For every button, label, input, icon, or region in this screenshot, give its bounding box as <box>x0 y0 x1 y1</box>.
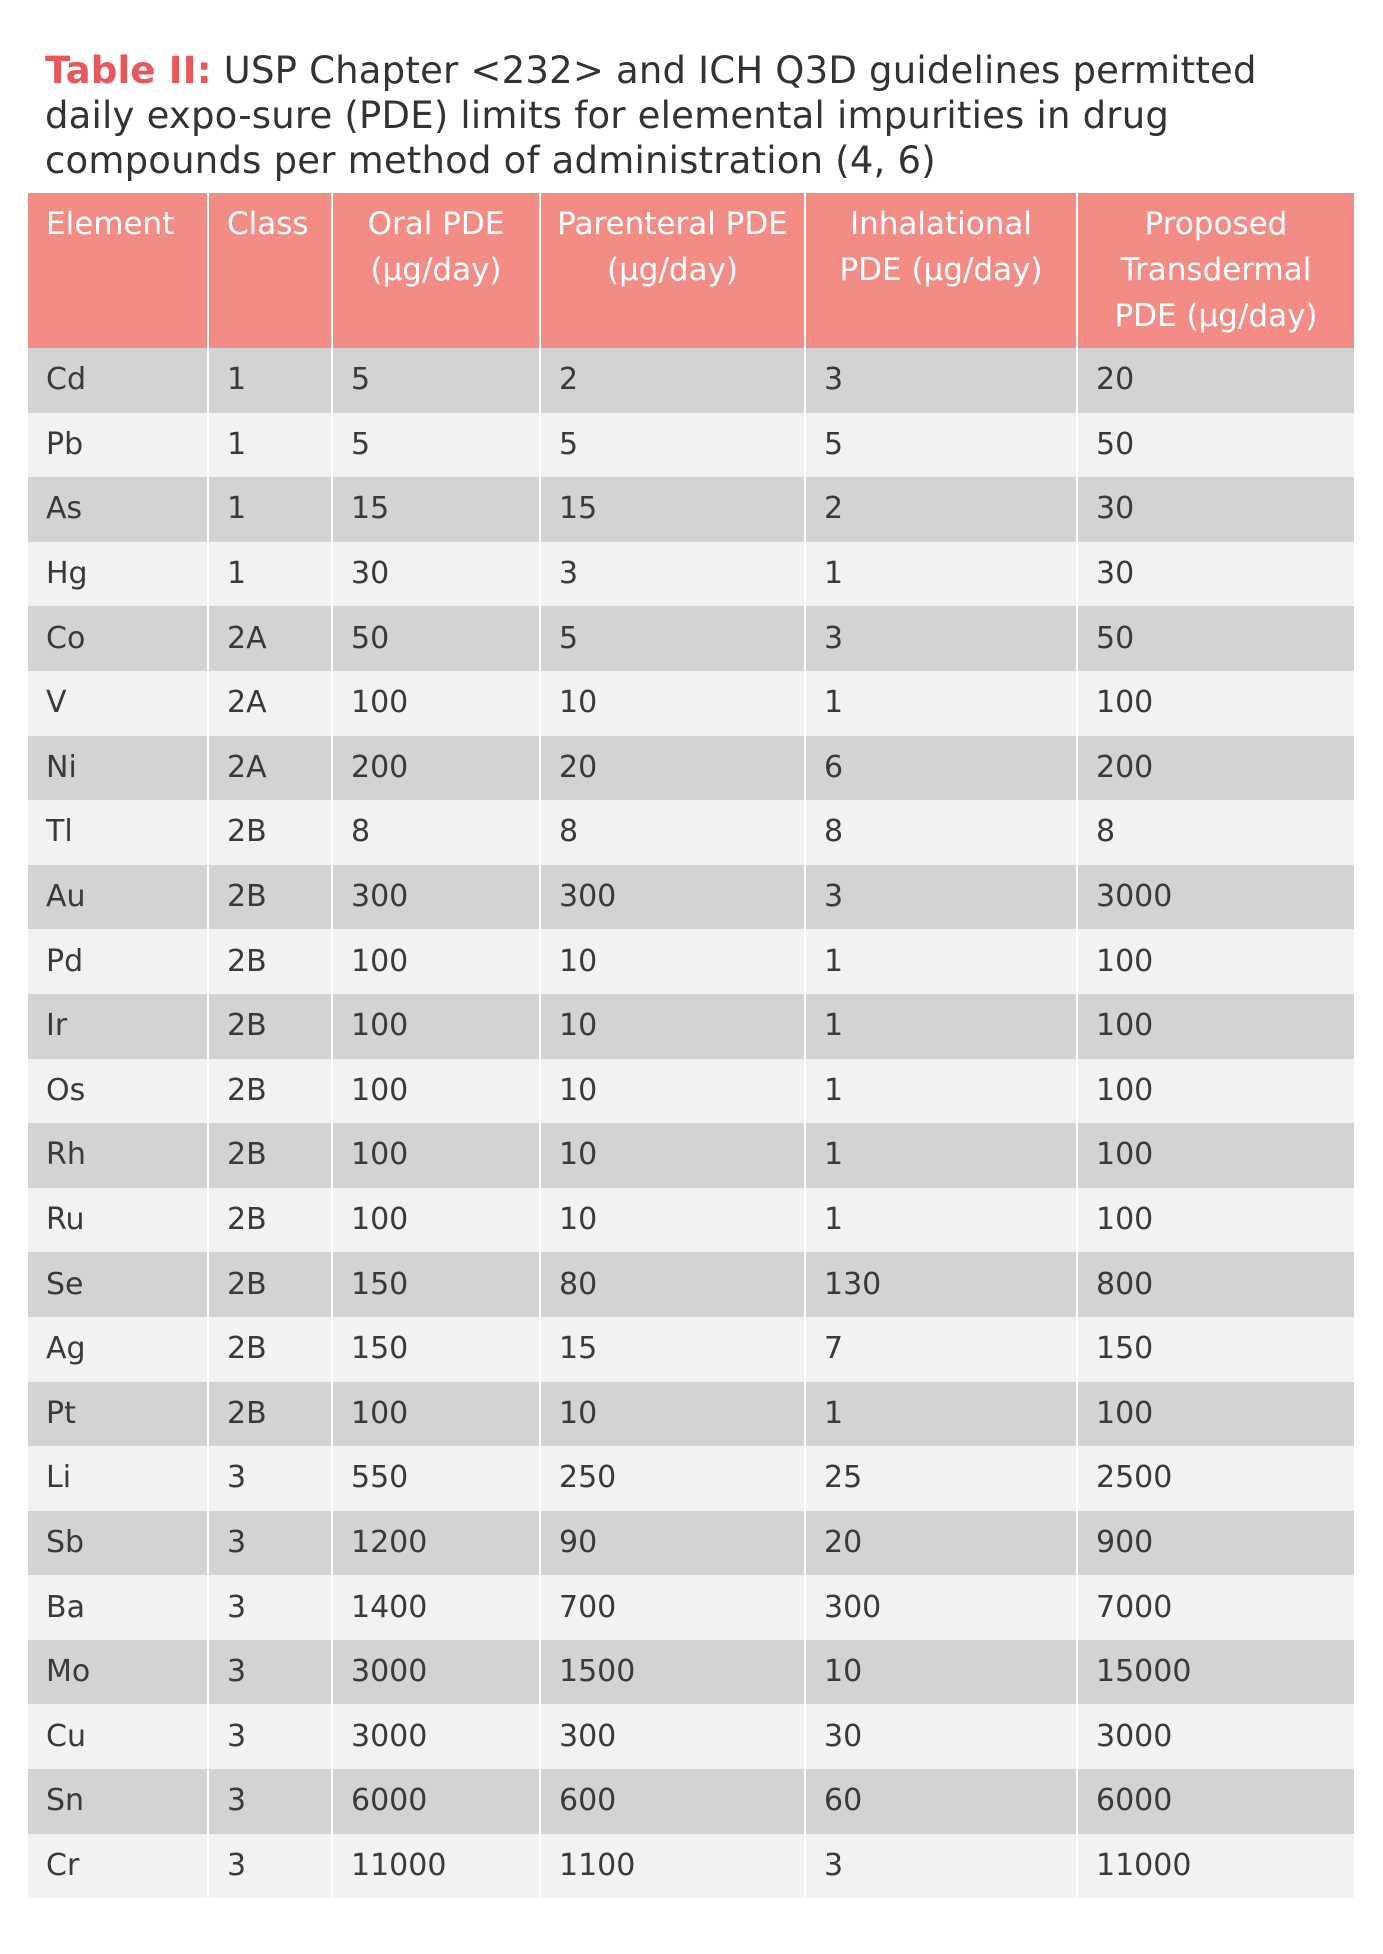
header-class: Class <box>208 193 332 348</box>
cell-parenteral-pde: 10 <box>540 1188 805 1253</box>
cell-class: 2B <box>208 994 332 1059</box>
cell-element: Se <box>28 1252 208 1317</box>
cell-class: 2B <box>208 865 332 930</box>
cell-inhalational-pde: 7 <box>805 1317 1077 1382</box>
header-row <box>28 193 1354 348</box>
cell-element: Cd <box>28 348 208 413</box>
table-row <box>28 1446 1354 1511</box>
table-title: USP Chapter <232> and ICH Q3D guidelines permitted daily expo-sure (PDE) limits for elemental impurities in drug compounds per method of administration (4, 6) <box>45 49 1257 182</box>
cell-transdermal-pde: 2500 <box>1096 1460 1173 1496</box>
cell-inhalational-pde: 1 <box>805 1188 1077 1253</box>
cell-class: 2B <box>208 1317 332 1382</box>
cell-parenteral-pde: 5 <box>540 606 805 671</box>
cell-oral-pde: 5 <box>332 348 540 413</box>
cell-class: 3 <box>208 1446 332 1511</box>
cell-oral-pde: 200 <box>332 736 540 801</box>
cell-oral-pde: 15 <box>332 477 540 542</box>
table-row <box>28 1769 1354 1834</box>
pde-table <box>28 193 1354 1898</box>
cell-element: Pb <box>28 413 208 478</box>
cell-parenteral-pde: 10 <box>540 929 805 994</box>
cell-class: 2B <box>208 1252 332 1317</box>
cell-parenteral-pde: 10 <box>540 1059 805 1124</box>
cell-element: Pd <box>28 929 208 994</box>
cell-inhalational-pde: 130 <box>805 1252 1077 1317</box>
cell-transdermal-pde: 30 <box>1096 491 1135 527</box>
table-row <box>28 671 1354 736</box>
cell-oral-pde: 100 <box>332 1123 540 1188</box>
cell-transdermal-pde: 15000 <box>1096 1654 1192 1690</box>
cell-element: Li <box>28 1446 208 1511</box>
cell-inhalational-pde: 1 <box>805 994 1077 1059</box>
cell-class: 2B <box>208 1059 332 1124</box>
cell-oral-pde: 1200 <box>332 1511 540 1576</box>
cell-oral-pde: 100 <box>332 1382 540 1447</box>
cell-class: 3 <box>208 1704 332 1769</box>
cell-class: 1 <box>208 348 332 413</box>
cell-inhalational-pde: 1 <box>805 1059 1077 1124</box>
cell-transdermal-pde: 100 <box>1096 1202 1154 1238</box>
cell-class: 2A <box>208 606 332 671</box>
cell-class: 3 <box>208 1834 332 1899</box>
cell-inhalational-pde: 25 <box>805 1446 1077 1511</box>
cell-class: 2B <box>208 929 332 994</box>
cell-element: Ru <box>28 1188 208 1253</box>
table-row <box>28 1123 1354 1188</box>
cell-parenteral-pde: 3 <box>540 542 805 607</box>
cell-oral-pde: 6000 <box>332 1769 540 1834</box>
table-body <box>28 348 1354 1898</box>
cell-element: Ag <box>28 1317 208 1382</box>
table-row <box>28 1382 1354 1447</box>
cell-inhalational-pde: 2 <box>805 477 1077 542</box>
cell-class: 1 <box>208 477 332 542</box>
cell-class: 2B <box>208 1382 332 1447</box>
cell-oral-pde: 100 <box>332 671 540 736</box>
table-label: Table II: <box>45 49 212 92</box>
cell-oral-pde: 150 <box>332 1317 540 1382</box>
cell-inhalational-pde: 3 <box>805 348 1077 413</box>
cell-parenteral-pde: 10 <box>540 1382 805 1447</box>
cell-oral-pde: 30 <box>332 542 540 607</box>
cell-inhalational-pde: 3 <box>805 606 1077 671</box>
header-element: Element <box>28 193 208 348</box>
cell-transdermal-pde: 8 <box>1096 814 1116 850</box>
cell-transdermal-pde: 20 <box>1096 362 1135 398</box>
table-row <box>28 1834 1354 1899</box>
cell-class: 2B <box>208 1188 332 1253</box>
cell-inhalational-pde: 60 <box>805 1769 1077 1834</box>
table-row <box>28 1252 1354 1317</box>
cell-oral-pde: 11000 <box>332 1834 540 1899</box>
cell-inhalational-pde: 3 <box>805 1834 1077 1899</box>
cell-oral-pde: 100 <box>332 1188 540 1253</box>
cell-oral-pde: 150 <box>332 1252 540 1317</box>
cell-element: Sb <box>28 1511 208 1576</box>
table-row <box>28 1511 1354 1576</box>
cell-transdermal-pde: 100 <box>1096 685 1154 721</box>
cell-oral-pde: 300 <box>332 865 540 930</box>
cell-transdermal-pde: 100 <box>1096 1072 1154 1108</box>
cell-element: Sn <box>28 1769 208 1834</box>
table-header <box>28 193 1354 348</box>
table-row <box>28 1640 1354 1705</box>
cell-transdermal-pde: 100 <box>1096 1008 1154 1044</box>
cell-inhalational-pde: 5 <box>805 413 1077 478</box>
table-row <box>28 1059 1354 1124</box>
cell-transdermal-pde: 150 <box>1096 1331 1154 1367</box>
table-row <box>28 1317 1354 1382</box>
table-row <box>28 800 1354 865</box>
cell-inhalational-pde: 1 <box>805 542 1077 607</box>
cell-element: Ir <box>28 994 208 1059</box>
cell-oral-pde: 8 <box>332 800 540 865</box>
table-row <box>28 477 1354 542</box>
cell-class: 3 <box>208 1769 332 1834</box>
cell-parenteral-pde: 300 <box>540 865 805 930</box>
cell-transdermal-pde: 800 <box>1096 1266 1154 1302</box>
cell-element: Mo <box>28 1640 208 1705</box>
cell-inhalational-pde: 6 <box>805 736 1077 801</box>
cell-oral-pde: 50 <box>332 606 540 671</box>
cell-transdermal-pde: 900 <box>1096 1524 1154 1560</box>
table-row <box>28 413 1354 478</box>
header-oral-pde: Oral PDE (µg/day) <box>332 193 540 348</box>
cell-parenteral-pde: 300 <box>540 1704 805 1769</box>
table-row <box>28 348 1354 413</box>
cell-class: 2A <box>208 736 332 801</box>
cell-parenteral-pde: 1100 <box>540 1834 805 1899</box>
cell-element: Tl <box>28 800 208 865</box>
cell-oral-pde: 100 <box>332 929 540 994</box>
cell-parenteral-pde: 8 <box>540 800 805 865</box>
cell-parenteral-pde: 10 <box>540 994 805 1059</box>
cell-transdermal-pde: 3000 <box>1096 879 1173 915</box>
cell-class: 1 <box>208 413 332 478</box>
cell-inhalational-pde: 30 <box>805 1704 1077 1769</box>
table-row <box>28 1188 1354 1253</box>
cell-parenteral-pde: 10 <box>540 671 805 736</box>
cell-inhalational-pde: 1 <box>805 929 1077 994</box>
cell-transdermal-pde: 30 <box>1096 556 1135 592</box>
cell-transdermal-pde: 50 <box>1096 426 1135 462</box>
cell-element: Hg <box>28 542 208 607</box>
cell-element: V <box>28 671 208 736</box>
table-caption <box>45 48 1345 183</box>
cell-class: 2A <box>208 671 332 736</box>
cell-oral-pde: 100 <box>332 1059 540 1124</box>
cell-transdermal-pde: 100 <box>1096 943 1154 979</box>
cell-element: Pt <box>28 1382 208 1447</box>
table-row <box>28 865 1354 930</box>
cell-element: Rh <box>28 1123 208 1188</box>
cell-class: 3 <box>208 1575 332 1640</box>
cell-oral-pde: 3000 <box>332 1704 540 1769</box>
cell-oral-pde: 5 <box>332 413 540 478</box>
cell-element: As <box>28 477 208 542</box>
cell-element: Co <box>28 606 208 671</box>
cell-class: 3 <box>208 1640 332 1705</box>
cell-parenteral-pde: 80 <box>540 1252 805 1317</box>
cell-transdermal-pde: 3000 <box>1096 1718 1173 1754</box>
cell-oral-pde: 1400 <box>332 1575 540 1640</box>
cell-parenteral-pde: 90 <box>540 1511 805 1576</box>
cell-transdermal-pde: 100 <box>1096 1137 1154 1173</box>
cell-parenteral-pde: 2 <box>540 348 805 413</box>
table-row <box>28 1575 1354 1640</box>
cell-oral-pde: 3000 <box>332 1640 540 1705</box>
cell-class: 3 <box>208 1511 332 1576</box>
cell-parenteral-pde: 600 <box>540 1769 805 1834</box>
header-inhalational-pde: Inhalational PDE (µg/day) <box>805 193 1077 348</box>
table-row <box>28 994 1354 1059</box>
table-row <box>28 542 1354 607</box>
cell-inhalational-pde: 8 <box>805 800 1077 865</box>
cell-inhalational-pde: 1 <box>805 1123 1077 1188</box>
cell-class: 2B <box>208 800 332 865</box>
header-transdermal-pde: Proposed Transdermal PDE (µg/day) <box>1114 206 1318 334</box>
cell-parenteral-pde: 700 <box>540 1575 805 1640</box>
cell-element: Ni <box>28 736 208 801</box>
cell-inhalational-pde: 3 <box>805 865 1077 930</box>
header-parenteral-pde: Parenteral PDE (µg/day) <box>540 193 805 348</box>
cell-parenteral-pde: 15 <box>540 1317 805 1382</box>
cell-parenteral-pde: 20 <box>540 736 805 801</box>
cell-oral-pde: 100 <box>332 994 540 1059</box>
cell-transdermal-pde: 200 <box>1096 749 1154 785</box>
table-row <box>28 736 1354 801</box>
cell-transdermal-pde: 7000 <box>1096 1589 1173 1625</box>
table-row <box>28 929 1354 994</box>
cell-parenteral-pde: 1500 <box>540 1640 805 1705</box>
cell-element: Os <box>28 1059 208 1124</box>
cell-element: Cu <box>28 1704 208 1769</box>
cell-inhalational-pde: 1 <box>805 1382 1077 1447</box>
cell-inhalational-pde: 300 <box>805 1575 1077 1640</box>
cell-class: 1 <box>208 542 332 607</box>
cell-inhalational-pde: 20 <box>805 1511 1077 1576</box>
cell-parenteral-pde: 5 <box>540 413 805 478</box>
cell-element: Cr <box>28 1834 208 1899</box>
cell-transdermal-pde: 6000 <box>1096 1783 1173 1819</box>
table-row <box>28 606 1354 671</box>
cell-transdermal-pde: 11000 <box>1096 1847 1192 1883</box>
cell-parenteral-pde: 15 <box>540 477 805 542</box>
cell-transdermal-pde: 50 <box>1096 620 1135 656</box>
cell-element: Au <box>28 865 208 930</box>
cell-element: Ba <box>28 1575 208 1640</box>
cell-transdermal-pde: 100 <box>1096 1395 1154 1431</box>
cell-inhalational-pde: 10 <box>805 1640 1077 1705</box>
table-row <box>28 1704 1354 1769</box>
cell-oral-pde: 550 <box>332 1446 540 1511</box>
cell-parenteral-pde: 10 <box>540 1123 805 1188</box>
cell-inhalational-pde: 1 <box>805 671 1077 736</box>
cell-parenteral-pde: 250 <box>540 1446 805 1511</box>
cell-class: 2B <box>208 1123 332 1188</box>
